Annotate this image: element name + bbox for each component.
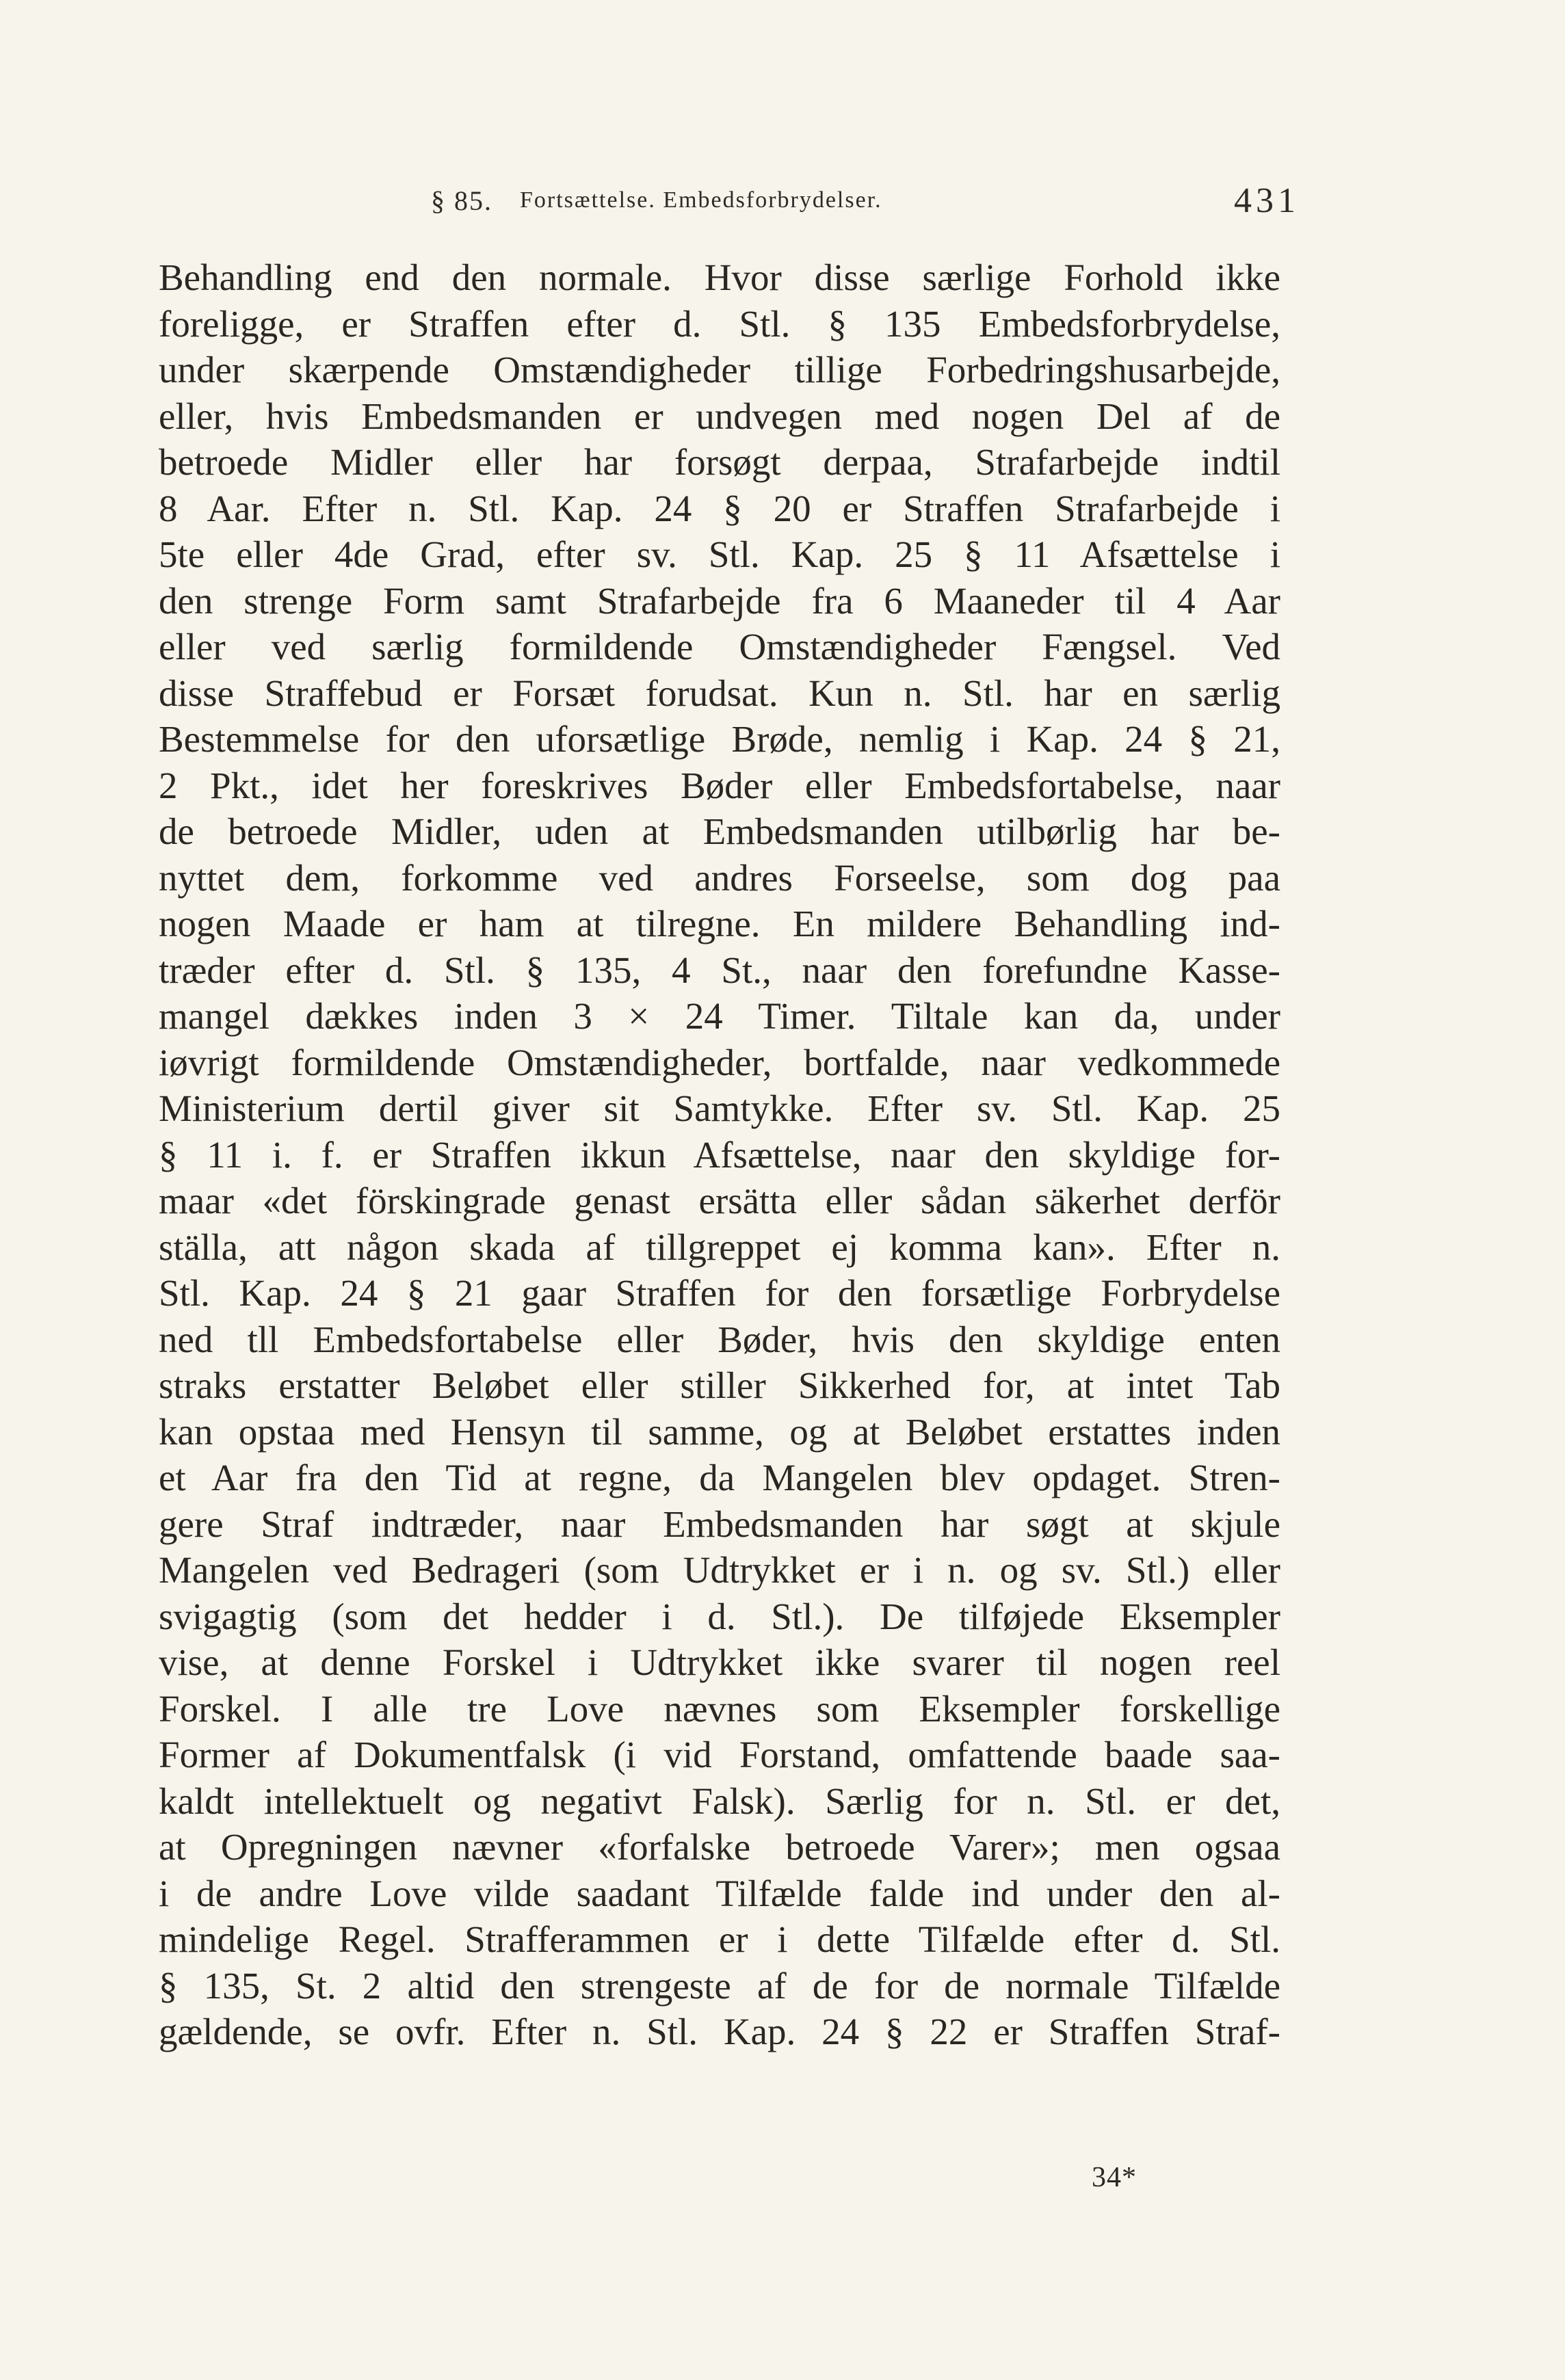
text-line: under skærpende Omstændigheder tillige Forbedringshusarbejde, [159,349,1280,391]
text-line: disse Straffebud er Forsæt forudsat. Kun n. Stl. har en særlig [159,672,1280,714]
running-title: Fortsættelse. Embedsforbrydelser. [520,187,882,213]
text-line: i de andre Love vilde saadant Tilfælde falde ind under den al- [159,1872,1280,1914]
text-line: svigagtig (som det hedder i d. Stl.). De tilføjede Eksempler [159,1595,1280,1637]
text-line: eller ved særlig formildende Omstændigheder Fængsel. Ved [159,626,1280,667]
text-line: betroede Midler eller har forsøgt derpaa, Strafarbejde indtil [159,441,1280,483]
text-line: maar «det förskingrade genast ersätta eller sådan säkerhet derför [159,1180,1280,1221]
text-line: iøvrigt formildende Omstændigheder, bortfalde, naar vedkommede [159,1041,1280,1083]
text-line: ned tll Embedsfortabelse eller Bøder, hvis den skyldige enten [159,1318,1280,1360]
text-line: Forskel. I alle tre Love nævnes som Eksempler forskellige [159,1687,1280,1730]
text-line: kaldt intellektuelt og negativt Falsk). Særlig for n. Stl. er det, [159,1780,1280,1822]
section-marker: § 85. [431,185,492,216]
text-line: mindelige Regel. Strafferammen er i dette Tilfælde efter d. Stl. [159,1918,1280,1960]
text-line: Bestemmelse for den uforsætlige Brøde, nemlig i Kap. 24 § 21, [159,718,1280,760]
body-text [159,254,1280,2055]
text-line: Former af Dokumentfalsk (i vid Forstand, omfattende baade saa- [159,1734,1280,1775]
signature-mark: 34* [1092,2162,1137,2193]
running-header [431,175,1300,223]
text-line: Stl. Kap. 24 § 21 gaar Straffen for den forsætlige Forbrydelse [159,1272,1280,1314]
text-line: 5te eller 4de Grad, efter sv. Stl. Kap. 25 § 11 Afsættelse i [159,533,1280,575]
text-line: et Aar fra den Tid at regne, da Mangelen blev opdaget. Stren- [159,1457,1280,1498]
text-line: Behandling end den normale. Hvor disse særlige Forhold ikke [159,256,1280,298]
text-line: at Opregningen nævner «forfalske betroede Varer»; men ogsaa [159,1826,1280,1868]
text-line: kan opstaa med Hensyn til samme, og at Beløbet erstattes inden [159,1410,1280,1453]
page-number: 431 [1234,181,1300,220]
text-line: foreligge, er Straffen efter d. Stl. § 135 Embedsforbrydelse, [159,302,1280,345]
text-line: § 11 i. f. er Straffen ikkun Afsættelse, naar den skyldige for- [159,1133,1280,1176]
text-line: eller, hvis Embedsmanden er undvegen med nogen Del af de [159,395,1280,437]
text-line: mangel dækkes inden 3 × 24 Timer. Tiltale kan da, under [159,995,1280,1037]
text-line: gældende, se ovfr. Efter n. Stl. Kap. 24 § 22 er Straffen Straf- [159,2011,1280,2052]
text-line: gere Straf indtræder, naar Embedsmanden har søgt at skjule [159,1503,1280,1545]
text-line: den strenge Form samt Strafarbejde fra 6 Maaneder til 4 Aar [159,579,1280,622]
text-line: straks erstatter Beløbet eller stiller Sikkerhed for, at intet Tab [159,1364,1280,1406]
text-line: de betroede Midler, uden at Embedsmanden utilbørlig har be- [159,810,1280,852]
text-line: § 135, St. 2 altid den strengeste af de for de normale Tilfælde [159,1964,1280,2007]
text-line: nogen Maade er ham at tilregne. En mildere Behandling ind- [159,903,1280,944]
text-line: træder efter d. Stl. § 135, 4 St., naar den forefundne Kasse- [159,949,1280,991]
text-line: Mangelen ved Bedrageri (som Udtrykket er i n. og sv. Stl.) eller [159,1549,1280,1591]
text-line: nyttet dem, forkomme ved andres Forseelse, som dog paa [159,856,1280,899]
text-line: ställa, att någon skada af tillgreppet ej komma kan». Efter n. [159,1226,1280,1268]
text-line: Ministerium dertil giver sit Samtykke. Efter sv. Stl. Kap. 25 [159,1087,1280,1129]
text-line: 8 Aar. Efter n. Stl. Kap. 24 § 20 er Straffen Strafarbejde i [159,487,1280,529]
text-line: 2 Pkt., idet her foreskrives Bøder eller Embedsfortabelse, naar [159,764,1280,806]
text-line: vise, at denne Forskel i Udtrykket ikke svarer til nogen reel [159,1641,1280,1683]
